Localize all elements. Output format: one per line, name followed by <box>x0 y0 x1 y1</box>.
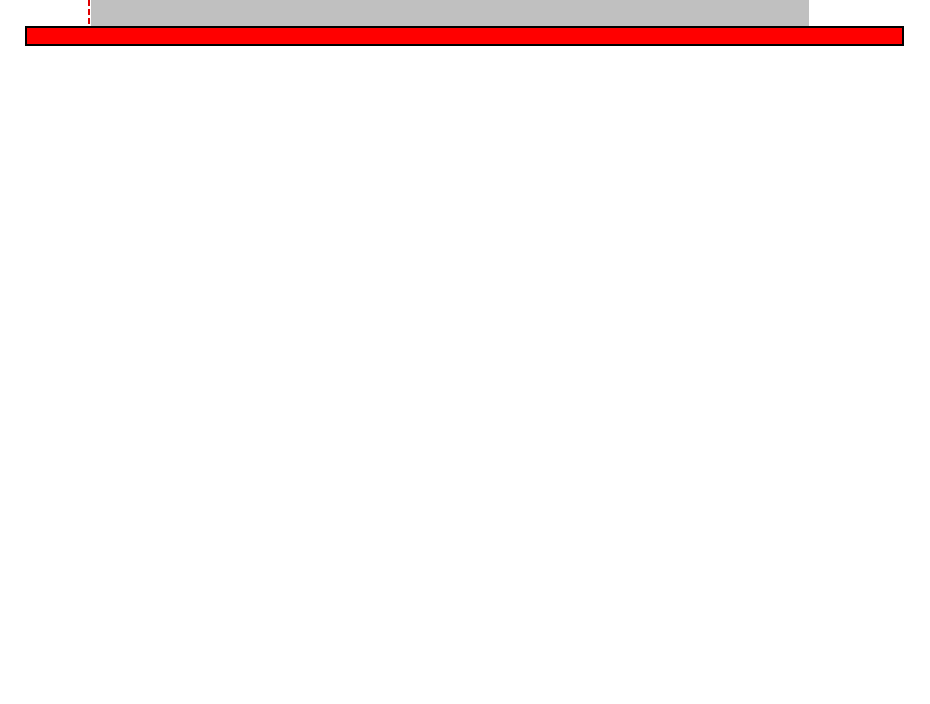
sheet-header-bar <box>91 0 809 26</box>
ritorno-banner <box>25 26 904 46</box>
page-break-marker <box>88 0 90 24</box>
